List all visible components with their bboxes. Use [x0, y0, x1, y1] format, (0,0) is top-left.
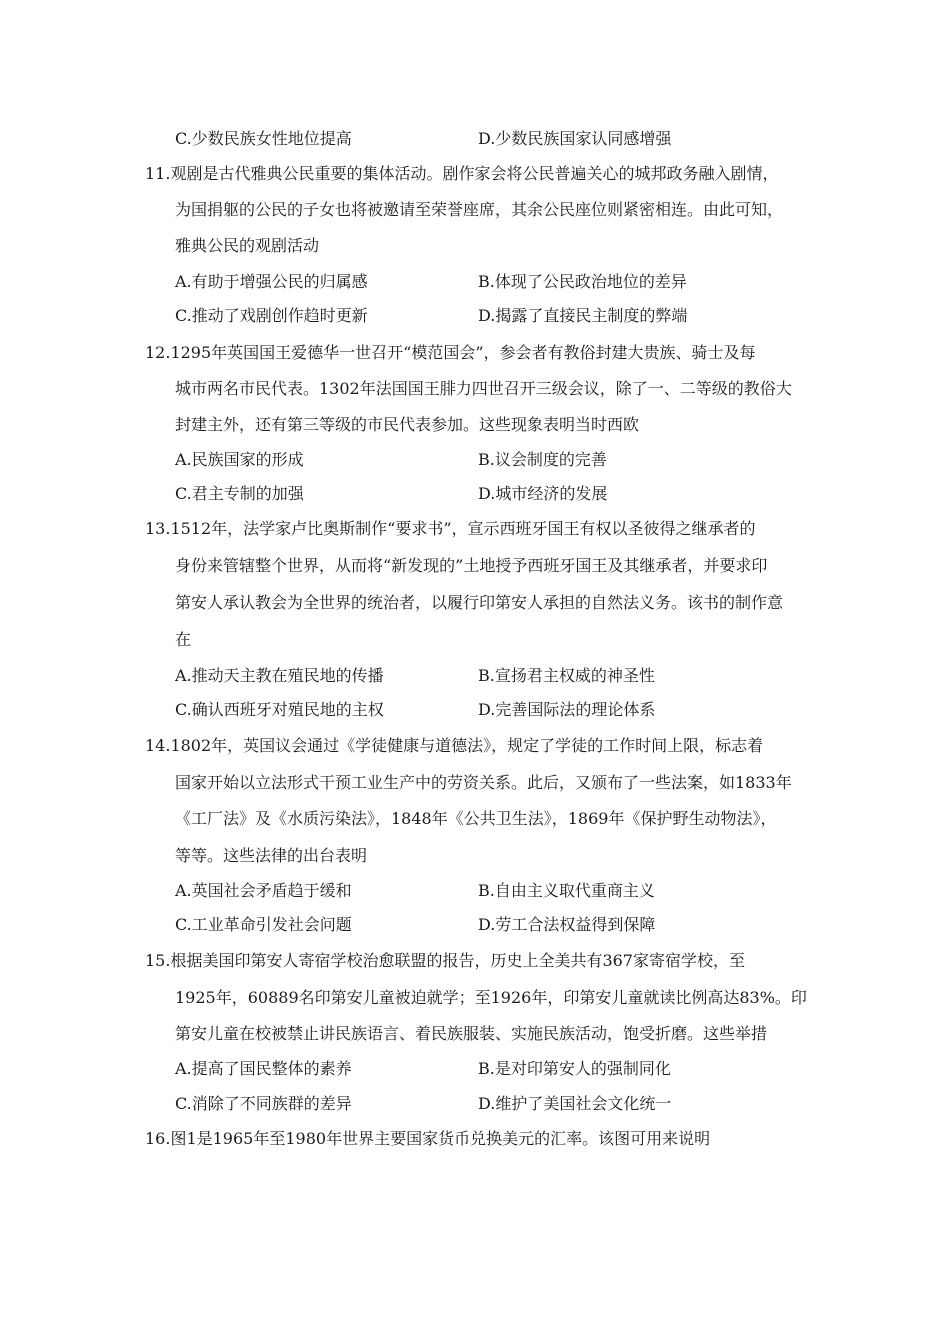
q14-option-d: D.劳工合法权益得到保障	[478, 915, 656, 934]
q14-stem-line-2: 国家开始以立法形式干预工业生产中的劳资关系。此后，又颁布了一些法案，如1833年	[175, 773, 792, 792]
q12-stem-line-3: 封建主外，还有第三等级的市民代表参加。这些现象表明当时西欧	[175, 415, 640, 434]
q14-stem-line-3: 《工厂法》及《水质污染法》，1848年《公共卫生法》，1869年《保护野生动物法》，	[175, 809, 777, 828]
q15-stem-line-2: 1925年，60889名印第安儿童被迫就学；至1926年，印第安儿童就读比例高达83%。印	[175, 988, 807, 1007]
q12-stem-line-2: 城市两名市民代表。1302年法国国王腓力四世召开三级会议，除了一、二等级的教俗大	[175, 379, 792, 398]
q11-option-c: C.推动了戏剧创作趋时更新	[175, 306, 368, 325]
q13-option-b: B.宣扬君主权威的神圣性	[478, 666, 655, 685]
q12-option-d: D.城市经济的发展	[478, 484, 608, 503]
q13-stem-line-2: 身份来管辖整个世界，从而将“新发现的”土地授予西班牙国王及其继承者，并要求印	[175, 556, 768, 575]
q14-option-c: C.工业革命引发社会问题	[175, 915, 352, 934]
q10-option-c: C.少数民族女性地位提高	[175, 129, 352, 148]
q12-option-b: B.议会制度的完善	[478, 450, 607, 469]
q10-option-d: D.少数民族国家认同感增强	[478, 129, 672, 148]
q11-option-a: A.有助于增强公民的归属感	[175, 272, 368, 291]
q15-option-b: B.是对印第安人的强制同化	[478, 1059, 671, 1078]
q13-stem-line-3: 第安人承认教会为全世界的统治者，以履行印第安人承担的自然法义务。该书的制作意	[175, 593, 784, 612]
q14-option-a: A.英国社会矛盾趋于缓和	[175, 881, 352, 900]
q15-option-d: D.维护了美国社会文化统一	[478, 1094, 672, 1113]
q14-stem-line-4: 等等。这些法律的出台表明	[175, 846, 368, 865]
q14-option-b: B.自由主义取代重商主义	[478, 881, 655, 900]
q16-stem-line-1: 16.图1是1965年至1980年世界主要国家货币兑换美元的汇率。该图可用来说明	[145, 1129, 711, 1148]
q15-stem-line-1: 15.根据美国印第安人寄宿学校治愈联盟的报告，历史上全美共有367家寄宿学校，至	[145, 951, 745, 970]
q13-stem-line-1: 13.1512年，法学家卢比奥斯制作“要求书”，宣示西班牙国王有权以圣彼得之继承者的	[145, 519, 756, 538]
q11-option-b: B.体现了公民政治地位的差异	[478, 272, 687, 291]
q15-option-c: C.消除了不同族群的差异	[175, 1094, 352, 1113]
q11-stem-line-3: 雅典公民的观剧活动	[175, 236, 320, 255]
q12-option-c: C.君主专制的加强	[175, 484, 304, 503]
q15-option-a: A.提高了国民整体的素养	[175, 1059, 352, 1078]
q12-option-a: A.民族国家的形成	[175, 450, 304, 469]
q13-option-c: C.确认西班牙对殖民地的主权	[175, 700, 384, 719]
q14-stem-line-1: 14.1802年，英国议会通过《学徒健康与道德法》，规定了学徒的工作时间上限，标志着	[145, 736, 764, 755]
q15-stem-line-3: 第安儿童在校被禁止讲民族语言、着民族服装、实施民族活动，饱受折磨。这些举措	[175, 1024, 768, 1043]
q13-option-d: D.完善国际法的理论体系	[478, 700, 656, 719]
q13-stem-line-4: 在	[175, 630, 192, 649]
q11-stem-line-2: 为国捐躯的公民的子女也将被邀请至荣誉座席，其余公民座位则紧密相连。由此可知，	[175, 200, 784, 219]
q13-option-a: A.推动天主教在殖民地的传播	[175, 666, 384, 685]
q11-stem-line-1: 11.观剧是古代雅典公民重要的集体活动。剧作家会将公民普遍关心的城邦政务融入剧情，	[145, 164, 779, 183]
q11-option-d: D.揭露了直接民主制度的弊端	[478, 306, 688, 325]
q12-stem-line-1: 12.1295年英国国王爱德华一世召开“模范国会”，参会者有教俗封建大贵族、骑士及每	[145, 343, 756, 362]
